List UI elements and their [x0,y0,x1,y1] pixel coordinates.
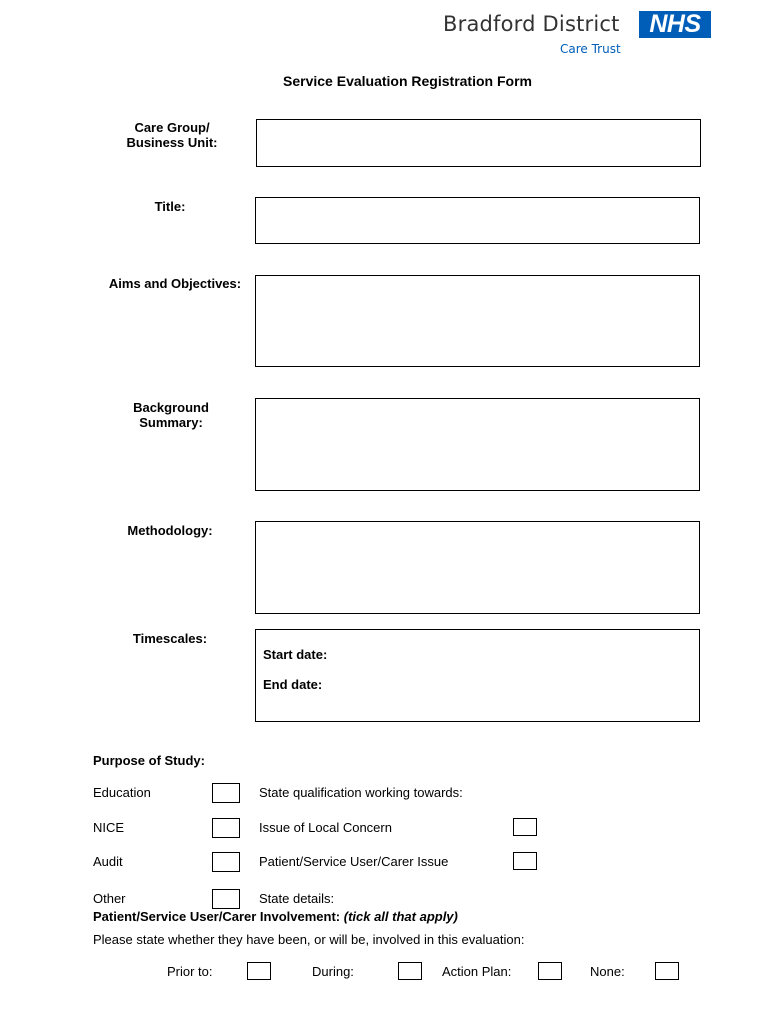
trust-name: Care Trust [560,42,621,56]
other-checkbox[interactable] [212,889,240,909]
background-label [91,400,251,430]
nice-checkbox[interactable] [212,818,240,838]
involvement-heading-note: (tick all that apply) [343,909,458,924]
action-plan-label: Action Plan: [442,964,512,979]
audit-label: Audit [93,854,123,869]
end-date-label: End date: [263,677,323,692]
care-group-field[interactable] [256,119,701,167]
care-group-label-line1: Care Group/ [134,120,210,135]
title-label: Title: [154,199,186,214]
background-field[interactable] [255,398,700,491]
local-concern-checkbox[interactable] [513,818,537,836]
nice-label: NICE [93,820,125,835]
purpose-heading: Purpose of Study: [93,753,205,768]
aims-label: Aims and Objectives: [108,276,242,291]
timescales-label: Timescales: [132,631,208,646]
start-date-label: Start date: [263,647,328,662]
state-details-label: State details: [259,891,335,906]
prior-label: Prior to: [167,964,213,979]
during-label: During: [312,964,354,979]
audit-checkbox[interactable] [212,852,240,872]
care-group-label [92,120,252,150]
education-checkbox[interactable] [212,783,240,803]
during-checkbox[interactable] [398,962,422,980]
aims-field[interactable] [255,275,700,367]
involvement-heading-text: Patient/Service User/Carer Involvement: [93,909,341,924]
background-label-line1: Background [133,400,209,415]
methodology-field[interactable] [255,521,700,614]
qualification-label: State qualification working towards: [259,785,463,800]
prior-checkbox[interactable] [247,962,271,980]
care-group-label-line2: Business Unit: [126,135,218,150]
patient-issue-label: Patient/Service User/Carer Issue [259,854,449,869]
education-label: Education [93,785,151,800]
action-plan-checkbox[interactable] [538,962,562,980]
org-name: Bradford District [443,12,620,36]
form-title: Service Evaluation Registration Form [283,73,532,89]
timescales-field[interactable] [255,629,700,722]
involvement-heading [93,909,458,924]
patient-issue-checkbox[interactable] [513,852,537,870]
none-label: None: [590,964,625,979]
other-label: Other [93,891,126,906]
title-field[interactable] [255,197,700,244]
local-concern-label: Issue of Local Concern [259,820,392,835]
background-label-line2: Summary: [139,415,203,430]
involvement-instruction: Please state whether they have been, or will be, involved in this evaluation: [93,932,525,947]
nhs-logo: NHS [639,11,711,38]
methodology-label: Methodology: [127,523,213,538]
none-checkbox[interactable] [655,962,679,980]
